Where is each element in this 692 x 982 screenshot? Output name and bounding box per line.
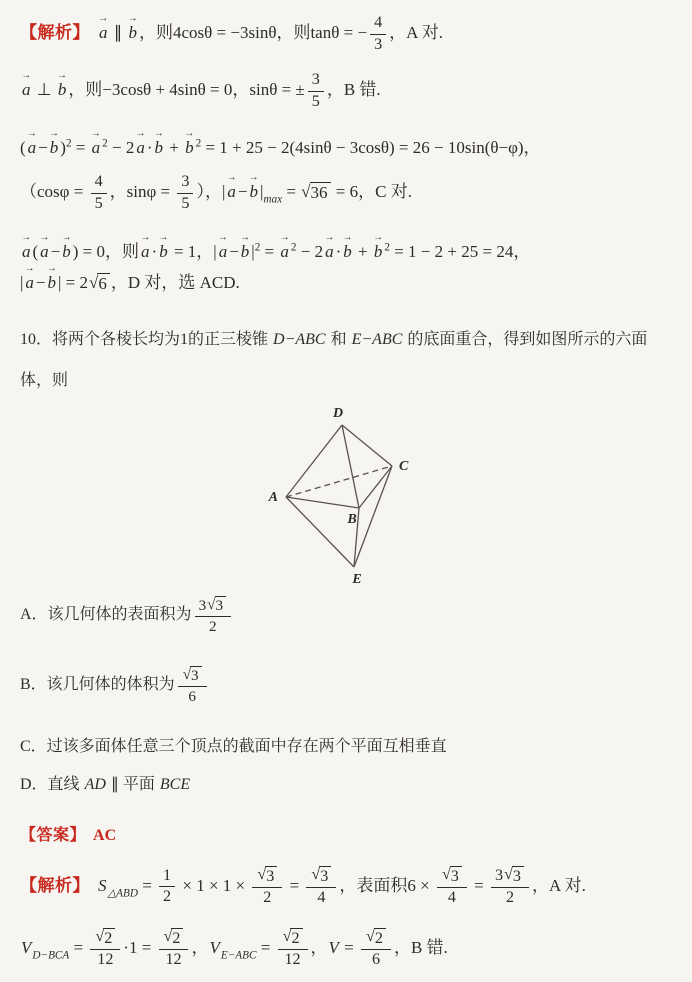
vertex-label-C: C [399, 459, 409, 474]
option-a-text: A．该几何体的表面积为 3 √ 3 2 [20, 606, 234, 623]
vertex-label-D: D [332, 406, 344, 421]
option-c-text: C．过该多面体任意三个顶点的截面中存在两个平面互相垂直 [20, 738, 447, 755]
vertex-label-B: B [347, 512, 357, 527]
solution1-math-2: → a ⊥ → b ，则−3cosθ + 4sinθ = 0，sinθ = ± $\frac{3}{5}$ ，B 错. [21, 70, 381, 110]
solution1-line-2 [20, 71, 686, 111]
solution1-line-5 [20, 232, 686, 263]
solution1-line-4 [20, 173, 686, 213]
answer-line [20, 826, 686, 847]
vertex-label-E: E [352, 572, 362, 587]
diagram-edge-A-E [286, 497, 357, 567]
solution1-math-6: | → a − → b | = 2 √ 6 ，D 对，选 ACD. [20, 263, 240, 293]
diagram-edge-D-A [286, 425, 342, 497]
diagram-edge-A-C [286, 466, 392, 497]
analysis-label: 【解析】 [20, 22, 90, 42]
diagram-edge-C-E [354, 466, 392, 567]
solution1-math-3: ( → a − → b )$^2$ = → a $^2$ − 2 → a · → b + → b $^2$ = 1 + 25 − 2(4sinθ − 3cosθ) = 26 − 10sin(θ−φ)， [20, 128, 541, 157]
hexahedron-figure [259, 404, 433, 590]
solution2-math-1: $S_{\triangle ABD}$ = $\frac{1}{2}$ × 1 × 1 × √ 3 2 = √ 3 4 ，表面积6 × √ 3 4 = 3 √ 3 2 ，A 对. [98, 866, 586, 906]
solution1-math-5: → a ( → a − → b ) = 0，则 → a · → b = 1，| → a − → b $|^2$ = → a $^2$ − 2 → a · → b + → b $^2$ = 1 − 2 + 25 = 24， [21, 232, 531, 261]
option-b [20, 666, 686, 705]
option-b-text: B．该几何体的体积为 √ 3 6 [20, 676, 210, 693]
solution1-math-4: （cosφ = $\frac{4}{5}$ ，sinφ = $\frac{3}{5}$ ），| → a − → b $|_{max}$ = √ 36 = 6，C 对. [20, 172, 412, 212]
question-10-wrap [20, 371, 686, 392]
option-d-text: D．直线 AD ∥ 平面 BCE [20, 776, 191, 793]
answer-value: AC [93, 827, 117, 844]
solution1-line-6 [20, 263, 686, 294]
analysis-label-2: 【解析】 [20, 875, 90, 895]
question-10-line-2: 体，则 [20, 372, 69, 389]
answer-label: 【答案】 [20, 827, 87, 844]
question-10-text [20, 330, 686, 351]
option-d [20, 775, 686, 796]
solution1-line-1 [20, 14, 686, 54]
solution1-line-3 [20, 128, 686, 159]
solution1-math-1: → a ∥ → b ，则4cosθ = −3sinθ，则tanθ = − $\frac{4}{3}$ ，A 对. [98, 13, 443, 53]
question-10-line-1: 10．将两个各棱长均为1的正三棱锥 D−ABC 和 E−ABC 的底面重合，得到如图所示的六面 [20, 331, 648, 348]
diagram-edge-A-B [286, 497, 359, 508]
diagram-edge-B-C [359, 466, 392, 508]
solution2-math-2: $V_{D-BCA}$ = √ 2 12 ·1 = √ 2 12 ，$V_{E-ABC}$ = √ 2 12 ，V = √ 2 6 ，B 错. [21, 928, 448, 968]
option-a [20, 596, 686, 635]
hexahedron-diagram [259, 404, 433, 590]
solution2-line-1 [20, 866, 686, 907]
option-c [20, 737, 686, 758]
solution2-line-2 [20, 928, 686, 969]
vertex-label-A: A [268, 490, 278, 505]
